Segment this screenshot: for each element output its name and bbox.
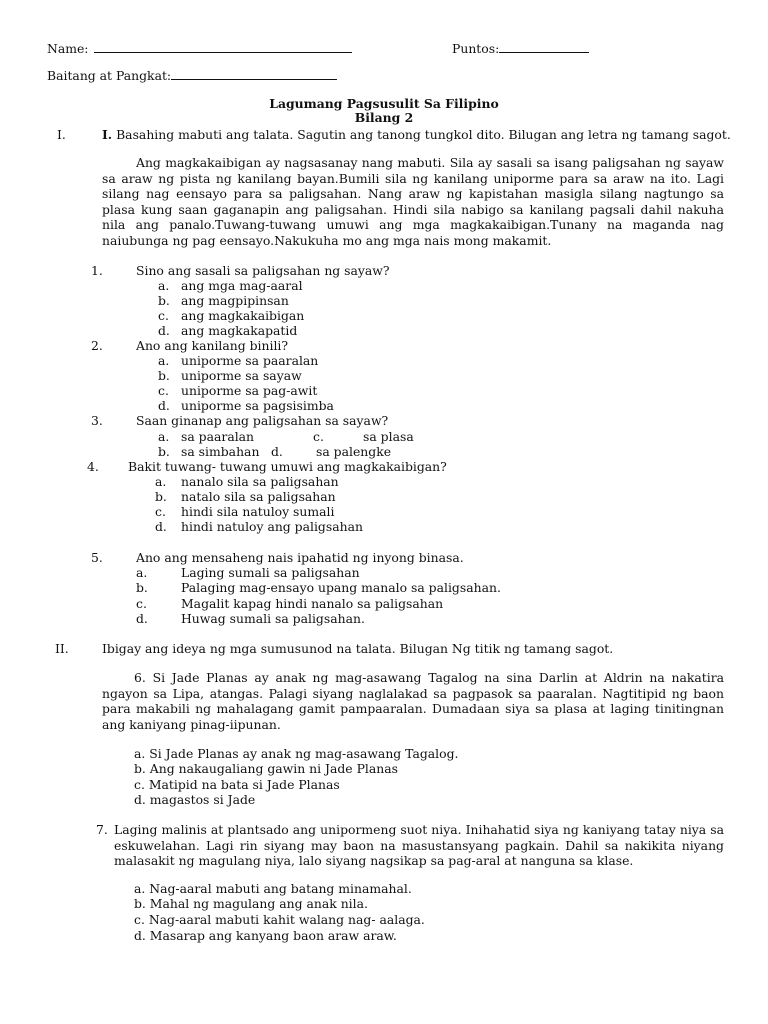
q5-choice-b: b. xyxy=(136,580,148,595)
q2-choice-c-text: uniporme sa pag-awit xyxy=(181,383,318,398)
part2-instruction: Ibigay ang ideya ng mga sumusunod na talata. Bilugan Ng titik ng tamang sagot. xyxy=(102,641,614,656)
q3-choice-d: d. xyxy=(271,444,283,459)
q2-number: 2. xyxy=(91,338,103,353)
q6-passage: 6. Si Jade Planas ay anak ng mag-asawang Tagalog na sina Darlin at Aldrin na nakatira ngayon sa Lipa, atangas. Palagi siyang naglalakad sa pagpasok sa paaralan. Nagtitipid ng baon para makabili ng mahalagang gamit pampaaralan. Dumadaan siya sa plasa at laging tinitingnan ang kaniyang pinag-iipunan. xyxy=(102,670,724,732)
q1-choice-a-text: ang mga mag-aaral xyxy=(181,278,303,293)
q2-choice-a-text: uniporme sa paaralan xyxy=(181,353,319,368)
q1-choice-d: d. xyxy=(158,323,170,338)
q3-choice-a: a. xyxy=(158,429,170,444)
q2-choice-d-text: uniporme sa pagsisimba xyxy=(181,398,334,413)
q7-choice-a: a. Nag-aaral mabuti ang batang minamahal. xyxy=(134,881,412,896)
q5-choice-a: a. xyxy=(136,565,148,580)
page-subtitle: Bilang 2 xyxy=(354,110,414,125)
q2-choice-b-text: uniporme sa sayaw xyxy=(181,368,302,383)
q1-choice-c: c. xyxy=(158,308,169,323)
q4-number: 4. xyxy=(87,459,99,474)
q2-choice-c: c. xyxy=(158,383,169,398)
q3-choice-d-text: sa palengke xyxy=(316,444,392,459)
q7-choice-d: d. Masarap ang kanyang baon araw araw. xyxy=(134,928,397,943)
part1-numeral-bold: I. xyxy=(102,127,113,142)
baitang-field xyxy=(47,68,337,83)
part1-passage: Ang magkakaibigan ay nagsasanay nang mabuti. Sila ay sasali sa isang paligsahan ng sayaw sa araw ng pista ng kanilang bayan.Bumili sila ng kanilang uniporme para sa araw na ito. Lagi silang nag eensayo para sa paligsahan. Nang araw ng kapistahan masigla silang nagtungo sa plasa kung saan gaganapin ang paligsahan. Hindi sila nabigo sa kanilang pagsali dahil nakuha nila ang panalo.Tuwang-tuwang umuwi ang mga magkakaibigan.Tunany na maganda nag naiubunga ng pag eensayo.Nakukuha mo ang mga nais mong makamit. xyxy=(102,155,724,248)
q6-choice-c: c. Matipid na bata si Jade Planas xyxy=(134,777,340,792)
q7-number: 7. xyxy=(96,822,108,837)
q1-choice-a xyxy=(158,278,169,293)
page-title: Lagumang Pagsusulit Sa Filipino xyxy=(269,96,499,111)
q3-choice-b: b. xyxy=(158,444,170,459)
puntos-field xyxy=(452,41,589,56)
puntos-blank xyxy=(499,52,589,53)
q1-choice-c-text: ang magkakaibigan xyxy=(181,308,305,323)
q4-choice-b-text: natalo sila sa paligsahan xyxy=(181,489,336,504)
q1-text: Sino ang sasali sa paligsahan ng sayaw? xyxy=(136,263,390,278)
q2-choice-b: b. xyxy=(158,368,170,383)
q2-choice-a: a. xyxy=(158,353,170,368)
q4-choice-c-text: hindi sila natuloy sumali xyxy=(181,504,335,519)
q5-choice-a-text: Laging sumali sa paligsahan xyxy=(181,565,360,580)
q5-choice-c: c. xyxy=(136,596,147,611)
q4-choice-c: c. xyxy=(155,504,166,519)
q1-choice-b-text: ang magpipinsan xyxy=(181,293,289,308)
q5-choice-b-text: Palaging mag-ensayo upang manalo sa paligsahan. xyxy=(181,580,501,595)
q6-choice-b: b. Ang nakaugaliang gawin ni Jade Planas xyxy=(134,761,398,776)
q5-choice-c-text: Magalit kapag hindi nanalo sa paligsahan xyxy=(181,596,444,611)
q5-text: Ano ang mensaheng nais ipahatid ng inyong binasa. xyxy=(136,550,464,565)
q3-choice-c: c. xyxy=(313,429,324,444)
name-blank xyxy=(94,52,352,53)
q6-choice-a: a. Si Jade Planas ay anak ng mag-asawang Tagalog. xyxy=(134,746,459,761)
part1-instruction xyxy=(102,127,731,142)
choice-letter: a. xyxy=(158,278,170,293)
q6-choice-d: d. magastos si Jade xyxy=(134,792,256,807)
q4-choice-d-text: hindi natuloy ang paligsahan xyxy=(181,519,363,534)
q4-choice-d: d. xyxy=(155,519,167,534)
q3-choice-b-text: sa simbahan xyxy=(181,444,260,459)
q1-choice-d-text: ang magkakapatid xyxy=(181,323,298,338)
q3-text: Saan ginanap ang paligsahan sa sayaw? xyxy=(136,413,389,428)
q5-choice-d-text: Huwag sumali sa paligsahan. xyxy=(181,611,365,626)
part1-instruction-text: Basahing mabuti ang talata. Sagutin ang tanong tungkol dito. Bilugan ang letra ng tamang sagot. xyxy=(116,127,731,142)
q3-number: 3. xyxy=(91,413,103,428)
q7-choice-b: b. Mahal ng magulang ang anak nila. xyxy=(134,896,368,911)
q4-choice-a-text: nanalo sila sa paligsahan xyxy=(181,474,339,489)
q1-choice-b: b. xyxy=(158,293,170,308)
q2-text: Ano ang kanilang binili? xyxy=(136,338,289,353)
q3-choice-a-text: sa paaralan xyxy=(181,429,255,444)
puntos-label: Puntos: xyxy=(452,41,500,56)
q4-text: Bakit tuwang- tuwang umuwi ang magkakaibigan? xyxy=(128,459,447,474)
q1-number: 1. xyxy=(91,263,103,278)
q4-choice-b: b. xyxy=(155,489,167,504)
q3-choice-c-text: sa plasa xyxy=(363,429,414,444)
q2-choice-d: d. xyxy=(158,398,170,413)
baitang-label: Baitang at Pangkat: xyxy=(47,68,172,83)
q7-passage: Laging malinis at plantsado ang unipormeng suot niya. Inihahatid siya ng kaniyang tatay niya sa eskuwelahan. Lagi rin siyang may baon na masustansyang pagkain. Dahil sa nakikita niyang malasakit ng magulang niya, lalo siyang nagsikap sa pag-aral at nanguna sa klase. xyxy=(114,822,724,868)
baitang-blank xyxy=(171,79,337,80)
part1-numeral: I. xyxy=(57,127,66,142)
part2-numeral: II. xyxy=(55,641,69,656)
q5-number: 5. xyxy=(91,550,103,565)
q5-choice-d: d. xyxy=(136,611,148,626)
q4-choice-a: a. xyxy=(155,474,167,489)
name-field xyxy=(47,41,352,56)
name-label: Name: xyxy=(47,41,89,56)
q7-choice-c: c. Nag-aaral mabuti kahit walang nag- aalaga. xyxy=(134,912,425,927)
